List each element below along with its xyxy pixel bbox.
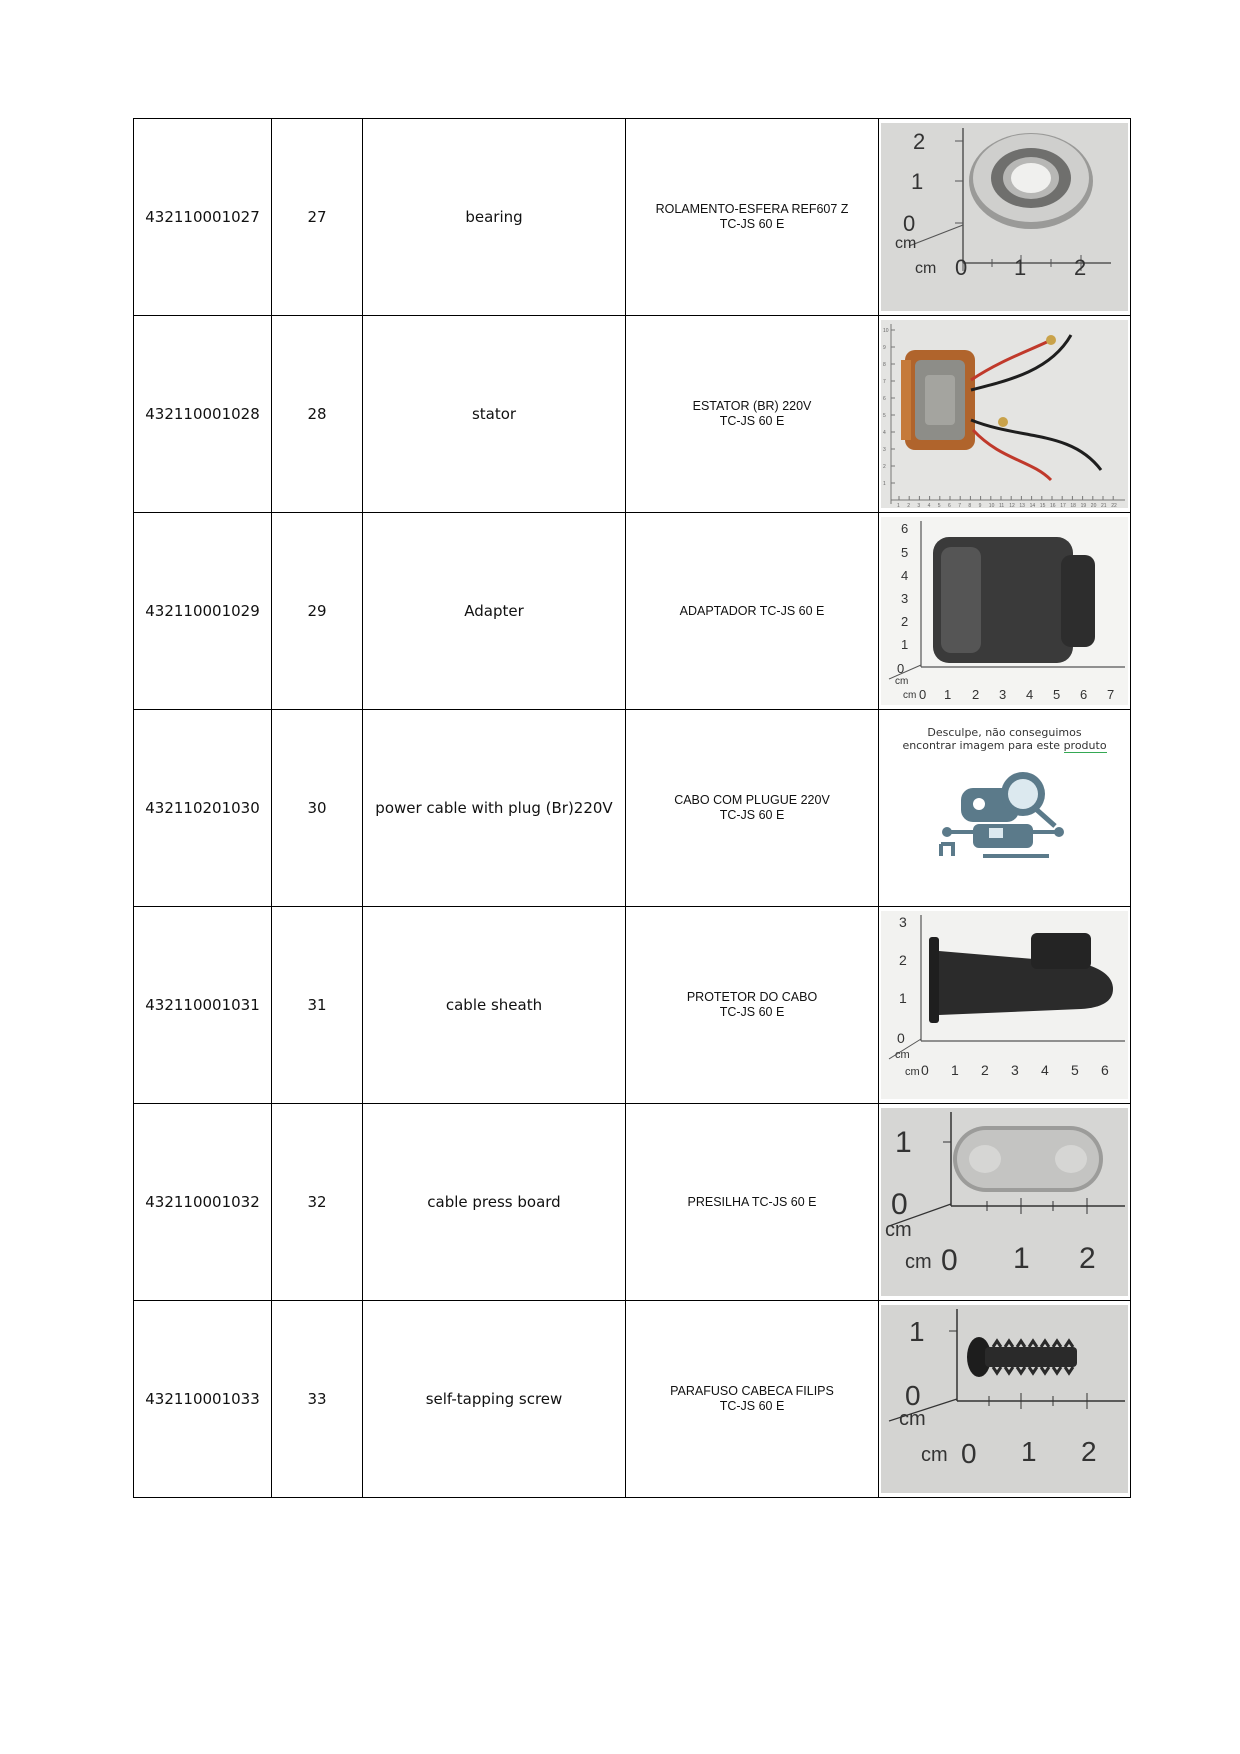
ruler-unit: cm [895, 676, 909, 687]
no-image-placeholder [881, 714, 1128, 902]
part-code: 432110001028 [134, 316, 272, 513]
table-row [134, 710, 1131, 907]
ruler-label: 2 [972, 687, 980, 702]
ruler-label: 3 [883, 447, 886, 453]
part-description [626, 513, 879, 710]
description-line: TC-JS 60 E [719, 1399, 785, 1413]
ruler-label: 1 [951, 1062, 959, 1078]
ruler-label: 3 [1011, 1062, 1019, 1078]
screw-photo [881, 1305, 1128, 1493]
ruler-label: 2 [1081, 1436, 1097, 1467]
ruler-label: 16 [1050, 503, 1056, 508]
ruler-label: 1 [909, 1316, 925, 1347]
ruler-label: 7 [883, 379, 886, 385]
part-image-cell [879, 119, 1131, 316]
ruler-label: 0 [897, 1030, 905, 1046]
ruler-label: 10 [883, 328, 889, 334]
table-row [134, 907, 1131, 1104]
description-line: CABO COM PLUGUE 220V [674, 793, 830, 807]
position-number: 30 [272, 710, 363, 907]
part-image-cell [879, 710, 1131, 907]
part-image-cell [879, 1301, 1131, 1498]
adapter-photo [881, 517, 1128, 705]
ruler-label: 2 [883, 464, 886, 470]
ruler-label: 1 [897, 503, 900, 508]
position-number: 32 [272, 1104, 363, 1301]
ruler-unit: cm [905, 1251, 932, 1273]
ruler-label: 15 [1039, 503, 1046, 508]
description-line: ADAPTADOR TC-JS 60 E [679, 603, 825, 618]
ruler-label: 0 [961, 1438, 977, 1469]
ruler-label: 1 [944, 687, 952, 702]
ruler-label: 1 [911, 169, 924, 194]
ruler-label: 0 [921, 1062, 929, 1078]
description-line: PARAFUSO CABECA FILIPS [670, 1384, 834, 1398]
ruler-label: 1 [901, 637, 909, 652]
bearing-photo [881, 123, 1128, 311]
ruler-unit: cm [895, 1049, 910, 1061]
ruler-label: 5 [883, 413, 886, 419]
part-description [626, 316, 879, 513]
ruler-label: 1 [883, 481, 886, 487]
ruler-label: 0 [919, 687, 927, 702]
ruler-label: 4 [883, 430, 886, 436]
ruler-label: 0 [905, 1380, 921, 1411]
part-description [626, 119, 879, 316]
ruler-label: 4 [1041, 1062, 1049, 1078]
ruler-label: 6 [883, 396, 886, 402]
ruler-unit: cm [915, 260, 937, 277]
table-row [134, 1301, 1131, 1498]
ruler-label: 20 [1090, 503, 1097, 508]
ruler-label: 1 [1014, 255, 1027, 280]
ruler-label: 7 [1107, 687, 1115, 702]
ruler-label: 6 [901, 521, 909, 536]
description-line: PRESILHA TC-JS 60 E [687, 1194, 817, 1209]
ruler-label: 0 [941, 1244, 958, 1277]
ruler-label: 21 [1101, 503, 1107, 508]
ruler-label: 18 [1070, 503, 1076, 508]
ruler-label: 2 [981, 1062, 989, 1078]
ruler-label: 6 [1101, 1062, 1109, 1078]
ruler-label: 3 [917, 503, 921, 508]
position-number: 27 [272, 119, 363, 316]
ruler-label: 13 [1019, 503, 1025, 508]
ruler-label: 0 [955, 255, 968, 280]
ruler-label: 5 [1071, 1062, 1079, 1078]
table-row [134, 1104, 1131, 1301]
part-name: cable press board [363, 1104, 626, 1301]
ruler-unit: cm [885, 1219, 912, 1241]
ruler-label: 4 [927, 503, 931, 508]
part-code: 432110001029 [134, 513, 272, 710]
ruler-label: 2 [1074, 255, 1087, 280]
ruler-label: 5 [901, 545, 909, 560]
description-line: TC-JS 60 E [719, 217, 785, 231]
ruler-label: 2 [901, 614, 909, 629]
ruler-unit: cm [899, 1408, 926, 1430]
table-row [134, 119, 1131, 316]
position-number: 29 [272, 513, 363, 710]
part-code: 432110001027 [134, 119, 272, 316]
part-name: cable sheath [363, 907, 626, 1104]
part-code: 432110201030 [134, 710, 272, 907]
ruler-label: 12 [1009, 503, 1015, 508]
ruler-label: 6 [1080, 687, 1088, 702]
ruler-label: 2 [1079, 1242, 1096, 1275]
ruler-label: 9 [883, 345, 886, 351]
part-name: stator [363, 316, 626, 513]
part-image-cell [879, 1104, 1131, 1301]
ruler-label: 0 [891, 1188, 908, 1221]
clip-photo [881, 1108, 1128, 1296]
part-name: Adapter [363, 513, 626, 710]
position-number: 28 [272, 316, 363, 513]
placeholder-link-word: produto [1063, 739, 1107, 752]
ruler-label: 2 [907, 503, 910, 508]
robot-search-icon [929, 766, 1079, 876]
ruler-label: 10 [988, 503, 995, 508]
table-row [134, 316, 1131, 513]
part-description [626, 907, 879, 1104]
description-line: TC-JS 60 E [719, 808, 785, 822]
ruler-unit: cm [921, 1444, 948, 1466]
description-line: ESTATOR (BR) 220V [692, 399, 812, 413]
ruler-label: 3 [899, 914, 907, 930]
ruler-label: 4 [1026, 687, 1034, 702]
ruler-label: 22 [1111, 503, 1117, 508]
parts-table [133, 118, 1131, 1498]
part-description [626, 1104, 879, 1301]
placeholder-line [881, 739, 1128, 752]
ruler-label: 1 [899, 990, 907, 1006]
ruler-label: 2 [913, 129, 926, 154]
ruler-label: 1 [1021, 1436, 1037, 1467]
part-description [626, 710, 879, 907]
ruler-label: 19 [1080, 503, 1087, 508]
ruler-unit: cm [903, 690, 917, 701]
ruler-label: 4 [901, 568, 909, 583]
ruler-label: 11 [999, 503, 1005, 508]
description-line: PROTETOR DO CABO [686, 990, 818, 1004]
description-line: TC-JS 60 E [719, 414, 785, 428]
table-row [134, 513, 1131, 710]
placeholder-line: Desculpe, não conseguimos [927, 726, 1082, 739]
cable-sheath-photo [881, 911, 1128, 1099]
ruler-label: 5 [937, 503, 941, 508]
part-image-cell [879, 907, 1131, 1104]
part-name: bearing [363, 119, 626, 316]
ruler-label: 7 [958, 503, 961, 508]
part-image-cell [879, 316, 1131, 513]
ruler-label: 3 [999, 687, 1007, 702]
stator-photo [881, 320, 1128, 508]
ruler-unit: cm [895, 235, 917, 252]
ruler-label: 0 [897, 661, 905, 676]
description-line: ROLAMENTO-ESFERA REF607 Z [655, 202, 849, 216]
position-number: 33 [272, 1301, 363, 1498]
ruler-label: 14 [1029, 503, 1036, 508]
part-description [626, 1301, 879, 1498]
ruler-label: 8 [883, 362, 886, 368]
part-code: 432110001033 [134, 1301, 272, 1498]
part-name: self-tapping screw [363, 1301, 626, 1498]
position-number: 31 [272, 907, 363, 1104]
ruler-label: 5 [1053, 687, 1061, 702]
ruler-label: 1 [895, 1126, 912, 1159]
ruler-label: 1 [1013, 1242, 1030, 1275]
ruler-label: 6 [948, 503, 951, 508]
part-image-cell [879, 513, 1131, 710]
placeholder-text: encontrar imagem para este [902, 739, 1064, 752]
part-code: 432110001032 [134, 1104, 272, 1301]
ruler-label: 2 [899, 952, 907, 968]
part-name: power cable with plug (Br)220V [363, 710, 626, 907]
part-code: 432110001031 [134, 907, 272, 1104]
ruler-label: 3 [901, 591, 909, 606]
ruler-unit: cm [905, 1066, 920, 1078]
ruler-label: 9 [978, 503, 982, 508]
description-line: TC-JS 60 E [719, 1005, 785, 1019]
ruler-label: 8 [968, 503, 972, 508]
ruler-label: 0 [903, 211, 916, 236]
ruler-label: 17 [1060, 503, 1066, 508]
placeholder-message [881, 726, 1128, 752]
